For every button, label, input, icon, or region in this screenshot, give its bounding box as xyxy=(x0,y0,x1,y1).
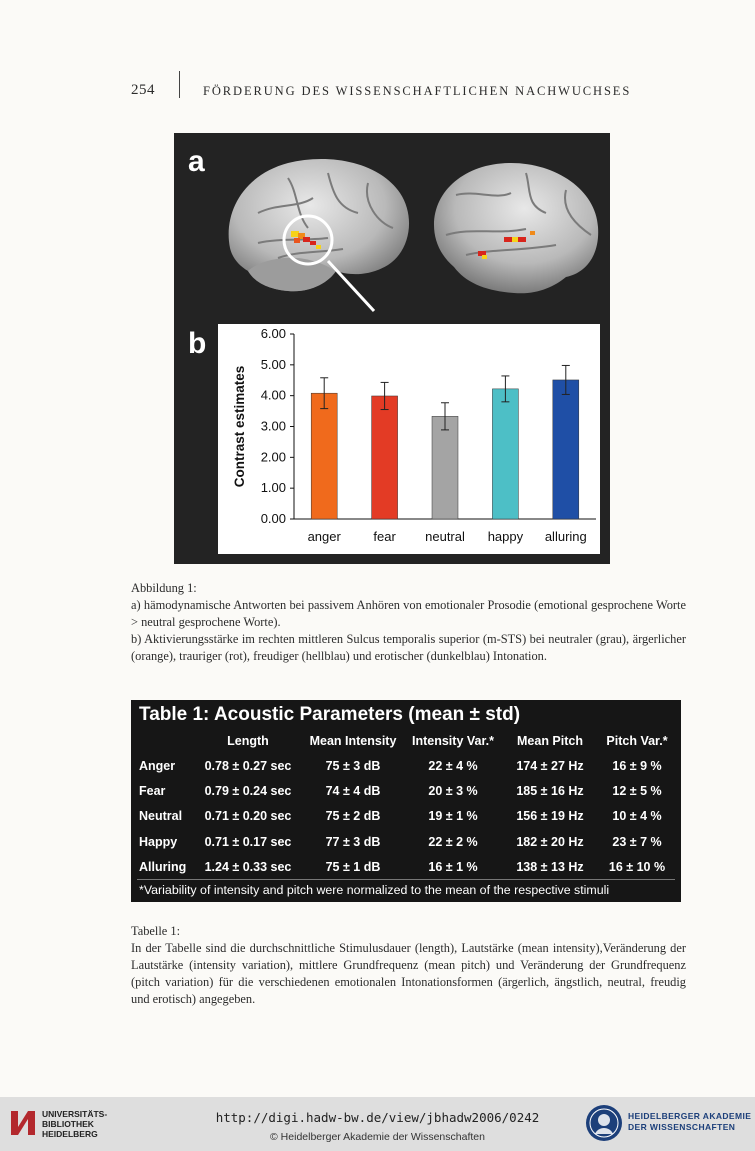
page-number: 254 xyxy=(131,82,155,98)
panel-a-label: a xyxy=(188,145,205,178)
table-cell: 0.79 ± 0.24 sec xyxy=(204,784,292,799)
table-row-label: Alluring xyxy=(139,859,187,874)
figure-1 xyxy=(174,133,610,564)
caption-line-a: a) hämodynamische Antworten bei passivem Anhören von emotionaler Prosodie (emotional gesprochene Worte > neutral gesprochene Worte). xyxy=(131,598,686,629)
x-tick-label: alluring xyxy=(544,529,587,544)
table-cell: 0.78 ± 0.27 sec xyxy=(204,759,292,773)
table-note: *Variability of intensity and pitch were normalized to the mean of the respective stimuli xyxy=(139,883,610,897)
table-cell: 22 ± 2 % xyxy=(428,834,478,849)
bar-fear xyxy=(372,396,398,519)
table-caption xyxy=(131,923,686,1008)
table-cell: 75 ± 2 dB xyxy=(325,809,381,824)
table-cell: 156 ± 19 Hz xyxy=(516,809,584,824)
x-tick-label: neutral xyxy=(425,529,465,544)
table-cell: 74 ± 4 dB xyxy=(325,784,381,799)
y-tick-label: 2.00 xyxy=(260,449,286,465)
y-tick-label: 5.00 xyxy=(260,356,286,372)
y-tick-label: 4.00 xyxy=(260,387,286,403)
copyright-text: © Heidelberger Akademie der Wissenschaften xyxy=(270,1131,485,1143)
academy-seal-icon xyxy=(584,1103,624,1143)
table-rule xyxy=(137,879,675,880)
y-axis-label: Contrast estimates xyxy=(232,365,247,488)
bar-chart-svg xyxy=(218,324,600,554)
bar-neutral xyxy=(432,416,458,519)
table-cell: 182 ± 20 Hz xyxy=(516,834,584,849)
table-cell: 19 ± 1 % xyxy=(428,809,478,824)
table-row-label: Fear xyxy=(139,784,166,799)
table-cell: 138 ± 13 Hz xyxy=(516,859,584,874)
academy-name-line2: DER WISSENSCHAFTEN xyxy=(628,1122,736,1132)
table-column-header: Length xyxy=(227,734,269,748)
table-cell: 20 ± 3 % xyxy=(428,784,478,799)
table-cell: 12 ± 5 % xyxy=(612,784,662,799)
y-tick-label: 3.00 xyxy=(260,418,286,434)
table-cell: 75 ± 3 dB xyxy=(325,759,381,773)
table-column-header: Intensity Var.* xyxy=(412,734,494,748)
x-tick-label: anger xyxy=(307,529,341,544)
table-column-header: Mean Pitch xyxy=(517,734,583,748)
source-url-link[interactable]: http://digi.hadw-bw.de/view/jbhadw2006/0242 xyxy=(215,1110,540,1125)
y-tick-label: 6.00 xyxy=(260,326,286,341)
library-name-line1: UNIVERSITÄTS- xyxy=(42,1109,108,1119)
table-cell: 10 ± 4 % xyxy=(612,809,662,824)
academy-name xyxy=(628,1111,751,1133)
table-cell: 77 ± 3 dB xyxy=(325,834,381,849)
table-cell: 22 ± 4 % xyxy=(428,759,478,773)
table-cell: 0.71 ± 0.17 sec xyxy=(204,834,292,849)
table-column-header: Mean Intensity xyxy=(309,734,397,748)
table-cell: 185 ± 16 Hz xyxy=(516,784,584,799)
table-title: Table 1: Acoustic Parameters (mean ± std) xyxy=(139,704,521,725)
table-cell: 0.71 ± 0.20 sec xyxy=(204,809,292,824)
bar-alluring xyxy=(553,380,579,519)
table-cell: 1.24 ± 0.33 sec xyxy=(204,859,292,874)
acoustic-parameters-table xyxy=(131,700,681,902)
table-row-label: Anger xyxy=(139,759,176,773)
table-cell: 75 ± 1 dB xyxy=(325,859,381,874)
running-head: FÖRDERUNG DES WISSENSCHAFTLICHEN NACHWUCHSES xyxy=(203,84,632,98)
y-tick-label: 0.00 xyxy=(260,511,286,526)
bar-happy xyxy=(492,389,518,519)
table-row-label: Neutral xyxy=(139,809,183,824)
footer-bar xyxy=(0,1097,755,1151)
table-cell: 16 ± 9 % xyxy=(612,759,662,773)
table-cell: 23 ± 7 % xyxy=(612,834,662,849)
x-tick-label: fear xyxy=(373,529,396,544)
bar-anger xyxy=(311,393,337,519)
academy-name-line1: HEIDELBERGER AKADEMIE xyxy=(628,1111,752,1121)
table-caption-label: Tabelle 1: xyxy=(131,924,181,938)
table-cell: 16 ± 1 % xyxy=(428,859,478,874)
figure-caption xyxy=(131,580,686,665)
library-name-line3: HEIDELBERG xyxy=(42,1129,98,1139)
table-cell: 16 ± 10 % xyxy=(608,859,666,874)
panel-b-label: b xyxy=(188,327,207,360)
x-tick-label: happy xyxy=(487,529,524,544)
library-name-line2: BIBLIOTHEK xyxy=(42,1119,94,1129)
table-caption-text: In der Tabelle sind die durchschnittliche Stimulusdauer (length), Lautstärke (mean intensity),Veränderung der Lautstärke (intensity variation), mittlere Grundfrequenz (mean pitch) und Veränderung der Grundfrequenz (pitch variation) für die verschiedenen emotionalen Intonationsformen (ärgerlich, ängstlich, neutral, freudig und erotisch) angegeben. xyxy=(131,941,686,1006)
table-row-label: Happy xyxy=(139,834,178,849)
header-divider xyxy=(179,71,180,98)
caption-line-b: b) Aktivierungsstärke im rechten mittleren Sulcus temporalis superior (m-STS) bei neutraler (grau), ärgerlicher (orange), trauriger (rot), freudiger (hellblau) und erotischer (dunkelblau) Intonation. xyxy=(131,632,686,663)
bar-chart xyxy=(218,324,600,554)
table-column-header: Pitch Var.* xyxy=(606,734,668,748)
table-cell: 174 ± 27 Hz xyxy=(516,759,584,773)
y-tick-label: 1.00 xyxy=(260,480,286,496)
caption-label: Abbildung 1: xyxy=(131,581,197,595)
